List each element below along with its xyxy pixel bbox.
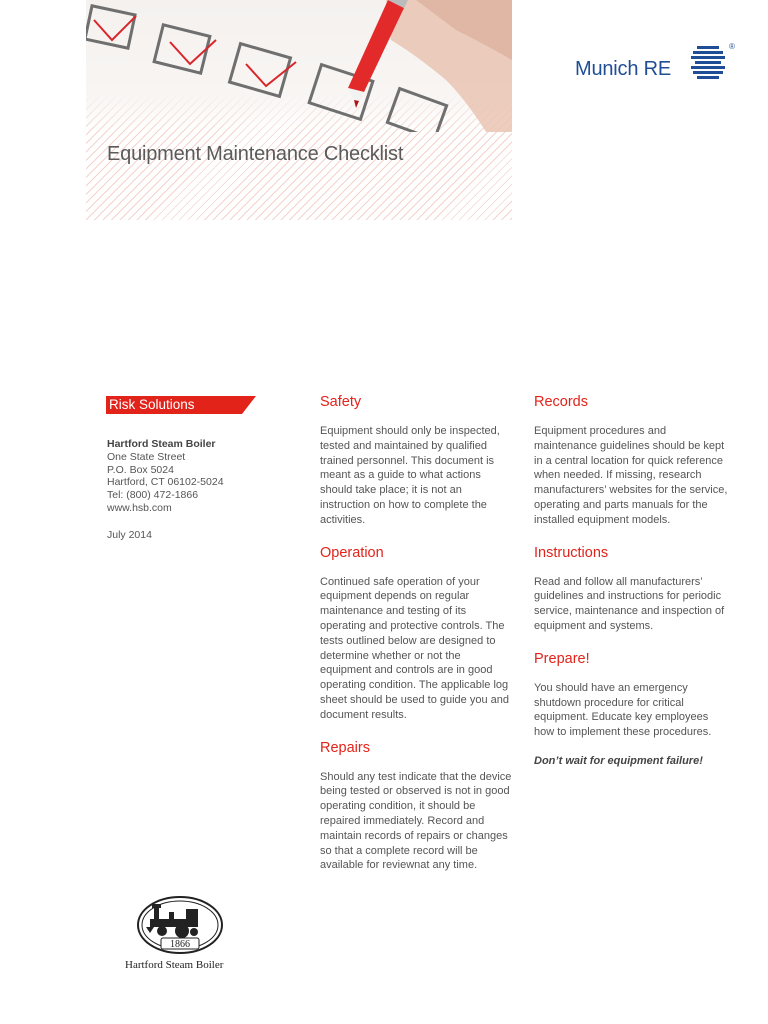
hero-banner (86, 0, 512, 220)
right-column (534, 393, 729, 783)
section-heading-prepare: Prepare! (534, 650, 590, 667)
munich-re-logo (575, 44, 745, 84)
middle-column (320, 393, 513, 887)
checklist-pen-illustration (86, 0, 512, 132)
section-body-instructions: Read and follow all manufacturers’ guidelines and instructions for periodic service, maintenance and inspection of equipment and systems. (534, 575, 725, 632)
publication-date: July 2014 (107, 528, 152, 541)
section-body-records: Equipment procedures and maintenance guidelines should be kept in a central location for quick reference when needed. If missing, research manufacturers’ websites for the service, operating and parts manuals for the installed equipment models. (534, 425, 728, 526)
section-heading-instructions: Instructions (534, 544, 609, 561)
section-heading-records: Records (534, 394, 588, 410)
section-body-prepare: You should have an emergency shutdown procedure for critical equipment. Educate key employees how to implement these procedures. (534, 681, 712, 739)
hsb-year: 1866 (170, 939, 190, 950)
contact-block (107, 438, 224, 542)
website-link[interactable]: www.hsb.com (107, 501, 172, 514)
page-title: Equipment Maintenance Checklist (107, 143, 404, 165)
risk-solutions-tab (106, 396, 256, 414)
section-body-safety: Equipment should only be inspected, tested and maintained by qualified trained personnel. This document is meant as a guide to what actions should take place; it is not an instruction on how to complete the activities. (320, 425, 500, 526)
section-body-repairs: Should any test indicate that the device being tested or observed is not in good operating condition, it should be repaired immediately. Record and maintain records of repairs or changes so that a complete record will be available for reviewnat any time. (320, 770, 512, 872)
brand-name: Munich RE (575, 58, 672, 80)
contact-org: Hartford Steam Boiler (107, 438, 216, 450)
munich-re-emblem-icon (689, 44, 727, 80)
section-heading-safety: Safety (320, 394, 362, 410)
address-line: Hartford, CT 06102-5024 (107, 476, 224, 489)
address-line: P.O. Box 5024 (107, 463, 174, 476)
checklist-photo (86, 0, 512, 132)
section-body-operation: Continued safe operation of your equipment depends on regular maintenance and testing of its operating and protective controls. The tests outlined below are designed to determine whether or not the equipment and controls are in good operating condition. The applicable log sheet should be used to guide you and document results. (320, 575, 509, 721)
warning-callout: Don’t wait for equipment failure! (534, 754, 703, 767)
address-line: Tel: (800) 472-1866 (107, 489, 199, 502)
section-heading-repairs: Repairs (320, 739, 370, 756)
address-line: One State Street (107, 450, 186, 463)
risk-solutions-label: Risk Solutions (109, 397, 195, 412)
hsb-caption: Hartford Steam Boiler (125, 959, 224, 971)
locomotive-emblem-icon (124, 893, 240, 955)
section-heading-operation: Operation (320, 544, 384, 561)
registered-mark: ® (729, 42, 735, 51)
